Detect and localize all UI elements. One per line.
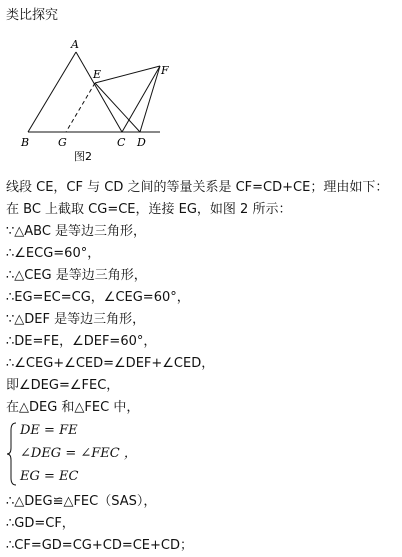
segment-eg-dashed bbox=[66, 83, 95, 132]
proof-line: ∵△DEF 是等边三角形， bbox=[6, 312, 146, 327]
proof-line: ∴∠ECG=60°， bbox=[6, 246, 101, 261]
condition-row: ∠DEG = ∠FEC ， bbox=[20, 446, 137, 461]
proof-line: ∴△DEG≌△FEC（SAS）， bbox=[6, 494, 157, 509]
label-b: B bbox=[21, 136, 30, 149]
label-c: C bbox=[117, 136, 126, 149]
proof-line: ∵△ABC 是等边三角形， bbox=[6, 224, 147, 239]
segment-cf bbox=[122, 66, 160, 132]
congruence-conditions bbox=[6, 420, 400, 488]
proof-line: ∴EG=EC=CG，∠CEG=60°， bbox=[6, 290, 190, 305]
figure-caption: 图2 bbox=[74, 150, 92, 163]
segment-fd bbox=[140, 66, 160, 132]
proof-line: ∴△CEG 是等边三角形， bbox=[6, 268, 147, 283]
label-a: A bbox=[71, 38, 79, 51]
proof-line: ∴DE=FE，∠DEF=60°， bbox=[6, 334, 157, 349]
proof-line: ∴GD=CF， bbox=[6, 516, 75, 531]
proof-line: 线段 CE，CF 与 CD 之间的等量关系是 CF=CD+CE；理由如下： bbox=[6, 180, 389, 195]
condition-row: DE = FE bbox=[20, 423, 78, 438]
proof-line: 即∠DEG=∠FEC， bbox=[6, 378, 120, 393]
section-heading: 类比探究 bbox=[6, 8, 59, 23]
label-g: G bbox=[58, 136, 67, 149]
label-f: F bbox=[161, 64, 169, 77]
geometry-figure bbox=[16, 34, 169, 164]
proof-line: ∴CF=GD=CG+CD=CE+CD； bbox=[6, 538, 193, 553]
proof-text bbox=[6, 177, 400, 557]
label-e: E bbox=[93, 68, 102, 81]
left-brace bbox=[6, 420, 18, 488]
condition-row: EG = EC bbox=[20, 469, 79, 484]
proof-line: ∴∠CEG+∠CED=∠DEF+∠CED， bbox=[6, 356, 215, 371]
segment-ab bbox=[28, 52, 76, 132]
geometry-diagram bbox=[16, 34, 169, 164]
segment-ef bbox=[95, 66, 160, 83]
label-d: D bbox=[137, 136, 146, 149]
proof-line: 在△DEG 和△FEC 中， bbox=[6, 400, 140, 415]
segment-ac bbox=[76, 52, 122, 132]
proof-line: 在 BC 上截取 CG=CE，连接 EG，如图 2 所示： bbox=[6, 202, 292, 217]
